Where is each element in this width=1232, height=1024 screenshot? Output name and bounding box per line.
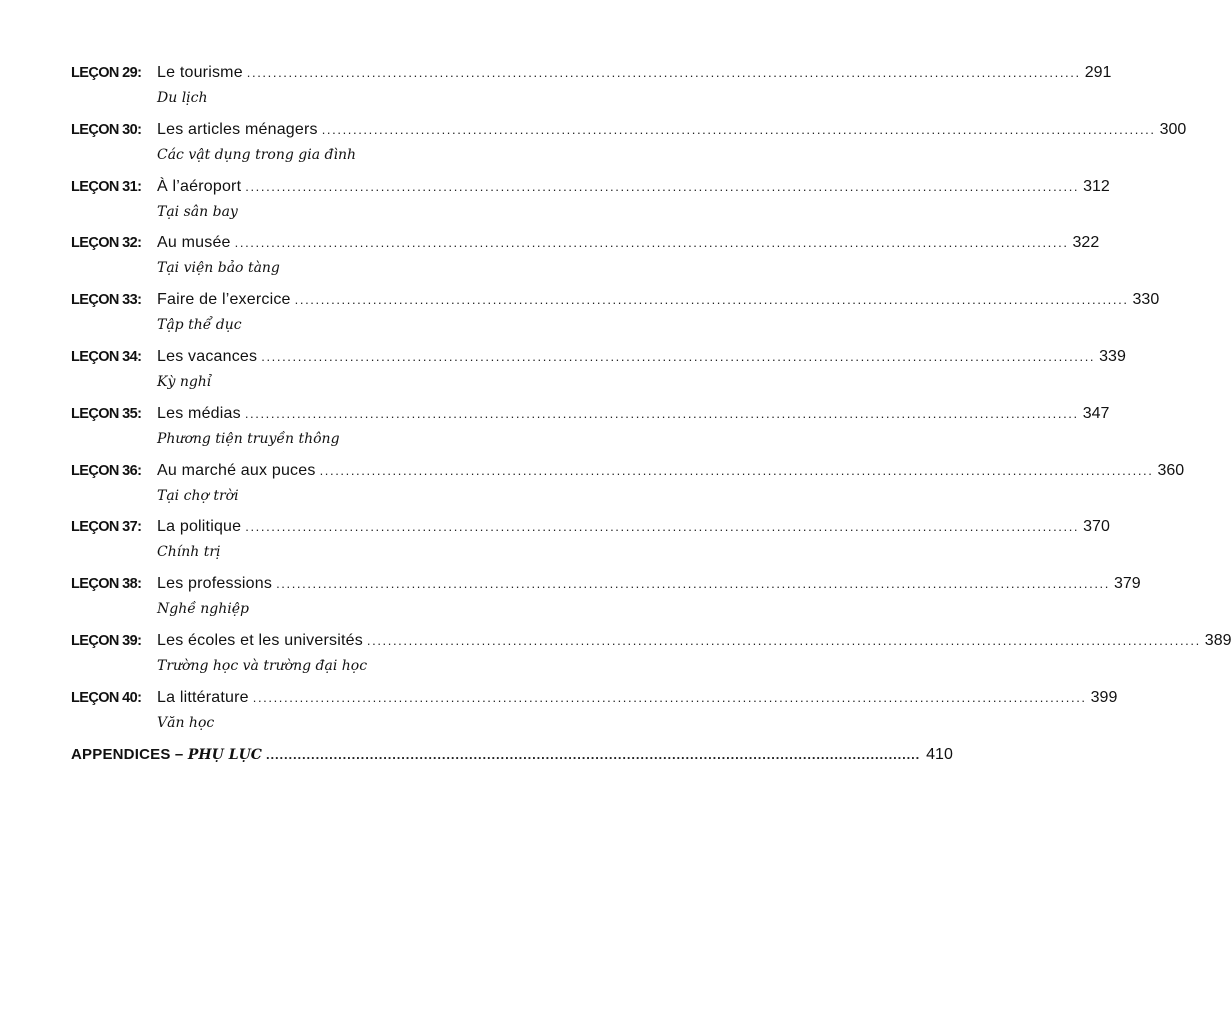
toc-entry-line bbox=[71, 631, 1232, 654]
lesson-page-number: 370 bbox=[1083, 518, 1110, 536]
lesson-title: Les écoles et les universités bbox=[157, 631, 363, 649]
toc-entry[interactable] bbox=[71, 291, 1160, 348]
dot-leader: ................................................................................................................................................................ bbox=[244, 405, 1079, 421]
lesson-page-number: 347 bbox=[1082, 404, 1110, 422]
lesson-subtitle-vietnamese: Chính trị bbox=[157, 544, 221, 561]
toc-entry-line bbox=[71, 575, 1141, 597]
lesson-page-number: 389 bbox=[1204, 631, 1232, 649]
lesson-subtitle-vietnamese: Các vật dụng trong gia đình bbox=[157, 146, 356, 163]
lesson-number: LEÇON 37: bbox=[71, 519, 142, 536]
toc-entry-line bbox=[71, 120, 1187, 143]
lesson-page-number: 379 bbox=[1113, 575, 1141, 593]
lesson-title: La politique bbox=[157, 518, 242, 536]
toc-entry-line bbox=[71, 177, 1110, 200]
lesson-number: LEÇON 39: bbox=[71, 632, 142, 649]
lesson-number: LEÇON 30: bbox=[71, 121, 142, 138]
lesson-number: LEÇON 34: bbox=[71, 348, 142, 365]
toc-entry[interactable] bbox=[71, 575, 1141, 632]
toc-entry-line bbox=[71, 64, 1112, 86]
toc-entry[interactable] bbox=[71, 631, 1232, 689]
toc-entry[interactable] bbox=[71, 347, 1126, 405]
toc-entry[interactable] bbox=[71, 518, 1110, 575]
toc-appendix[interactable] bbox=[71, 745, 953, 768]
lesson-number: LEÇON 35: bbox=[71, 405, 142, 422]
dot-leader: ................................................................................................................................................................ bbox=[294, 292, 1129, 308]
lesson-subtitle-vietnamese: Nghề nghiệp bbox=[157, 601, 250, 618]
lesson-page-number: 300 bbox=[1159, 120, 1187, 138]
lesson-page-number: 312 bbox=[1083, 177, 1110, 195]
toc-entry[interactable] bbox=[71, 64, 1112, 121]
dot-leader: ................................................................................................................................................................ bbox=[276, 576, 1110, 592]
lesson-title: Les articles ménagers bbox=[157, 120, 318, 138]
toc-entries bbox=[71, 64, 1232, 746]
lesson-number: LEÇON 31: bbox=[71, 178, 142, 195]
appendix-label-vietnamese: PHỤ LỤC bbox=[187, 746, 262, 763]
dot-leader: ................................................................................................................................................. bbox=[265, 746, 921, 762]
lesson-page-number: 339 bbox=[1099, 347, 1126, 365]
lesson-page-number: 399 bbox=[1090, 688, 1118, 706]
toc-entry-line bbox=[71, 461, 1185, 484]
lesson-subtitle-vietnamese: Du lịch bbox=[157, 90, 208, 106]
lesson-title: Les vacances bbox=[157, 347, 258, 365]
dot-leader: ................................................................................................................................................................ bbox=[261, 348, 1096, 364]
lesson-title: À l’aéroport bbox=[157, 177, 242, 195]
lesson-number: LEÇON 32: bbox=[71, 235, 142, 252]
toc-entry[interactable] bbox=[71, 177, 1110, 235]
dot-leader: ................................................................................................................................................................ bbox=[319, 462, 1154, 478]
lesson-title: Les médias bbox=[157, 404, 241, 422]
dot-leader: ................................................................................................................................................................ bbox=[321, 121, 1156, 137]
lesson-page-number: 322 bbox=[1072, 234, 1100, 252]
appendix-page-number: 410 bbox=[926, 745, 953, 763]
toc-entry-line bbox=[71, 404, 1110, 427]
dot-leader: ................................................................................................................................................................ bbox=[245, 519, 1080, 535]
toc-entry[interactable] bbox=[71, 688, 1118, 746]
lesson-page-number: 330 bbox=[1132, 291, 1160, 309]
lesson-subtitle-vietnamese: Tại viện bảo tàng bbox=[157, 260, 280, 277]
lesson-title: La littérature bbox=[157, 688, 249, 706]
lesson-subtitle-vietnamese: Kỳ nghỉ bbox=[157, 373, 212, 390]
dot-leader: ................................................................................................................................................................ bbox=[366, 632, 1201, 648]
lesson-title: Au marché aux puces bbox=[157, 461, 316, 479]
dot-leader: ................................................................................................................................................................ bbox=[246, 65, 1081, 80]
lesson-page-number: 291 bbox=[1084, 64, 1112, 81]
dot-leader: ................................................................................................................................................................ bbox=[252, 689, 1087, 705]
lesson-number: LEÇON 33: bbox=[71, 292, 142, 309]
lesson-subtitle-vietnamese: Tập thể dục bbox=[157, 317, 242, 334]
lesson-title: Le tourisme bbox=[157, 64, 243, 81]
lesson-number: LEÇON 40: bbox=[71, 689, 142, 706]
toc-entry-line bbox=[71, 688, 1118, 711]
toc-entry-line bbox=[71, 234, 1100, 256]
lesson-page-number: 360 bbox=[1157, 461, 1185, 479]
dot-leader: ................................................................................................................................................................ bbox=[245, 178, 1080, 194]
lesson-subtitle-vietnamese: Văn học bbox=[157, 714, 215, 731]
lesson-number: LEÇON 29: bbox=[71, 65, 142, 81]
lesson-subtitle-vietnamese: Tại chợ trời bbox=[157, 487, 239, 504]
lesson-number: LEÇON 36: bbox=[71, 462, 142, 479]
lesson-subtitle-vietnamese: Trường học và trường đại học bbox=[157, 657, 368, 674]
toc-entry[interactable] bbox=[71, 461, 1185, 519]
toc-entry-line bbox=[71, 347, 1126, 370]
toc-entry-line bbox=[71, 291, 1160, 313]
toc-entry[interactable] bbox=[71, 404, 1110, 462]
toc-entry[interactable] bbox=[71, 234, 1100, 291]
dot-leader: ................................................................................................................................................................ bbox=[234, 235, 1069, 251]
lesson-title: Les professions bbox=[157, 575, 273, 593]
appendix-label: APPENDICES – bbox=[71, 745, 184, 763]
lesson-subtitle-vietnamese: Tại sân bay bbox=[157, 203, 238, 220]
lesson-title: Au musée bbox=[157, 234, 231, 252]
lesson-subtitle-vietnamese: Phương tiện truyền thông bbox=[157, 430, 340, 447]
table-of-contents bbox=[71, 64, 1232, 768]
toc-entry[interactable] bbox=[71, 120, 1187, 178]
toc-entry-line bbox=[71, 518, 1110, 540]
lesson-title: Faire de l’exercice bbox=[157, 291, 291, 309]
lesson-number: LEÇON 38: bbox=[71, 576, 142, 593]
